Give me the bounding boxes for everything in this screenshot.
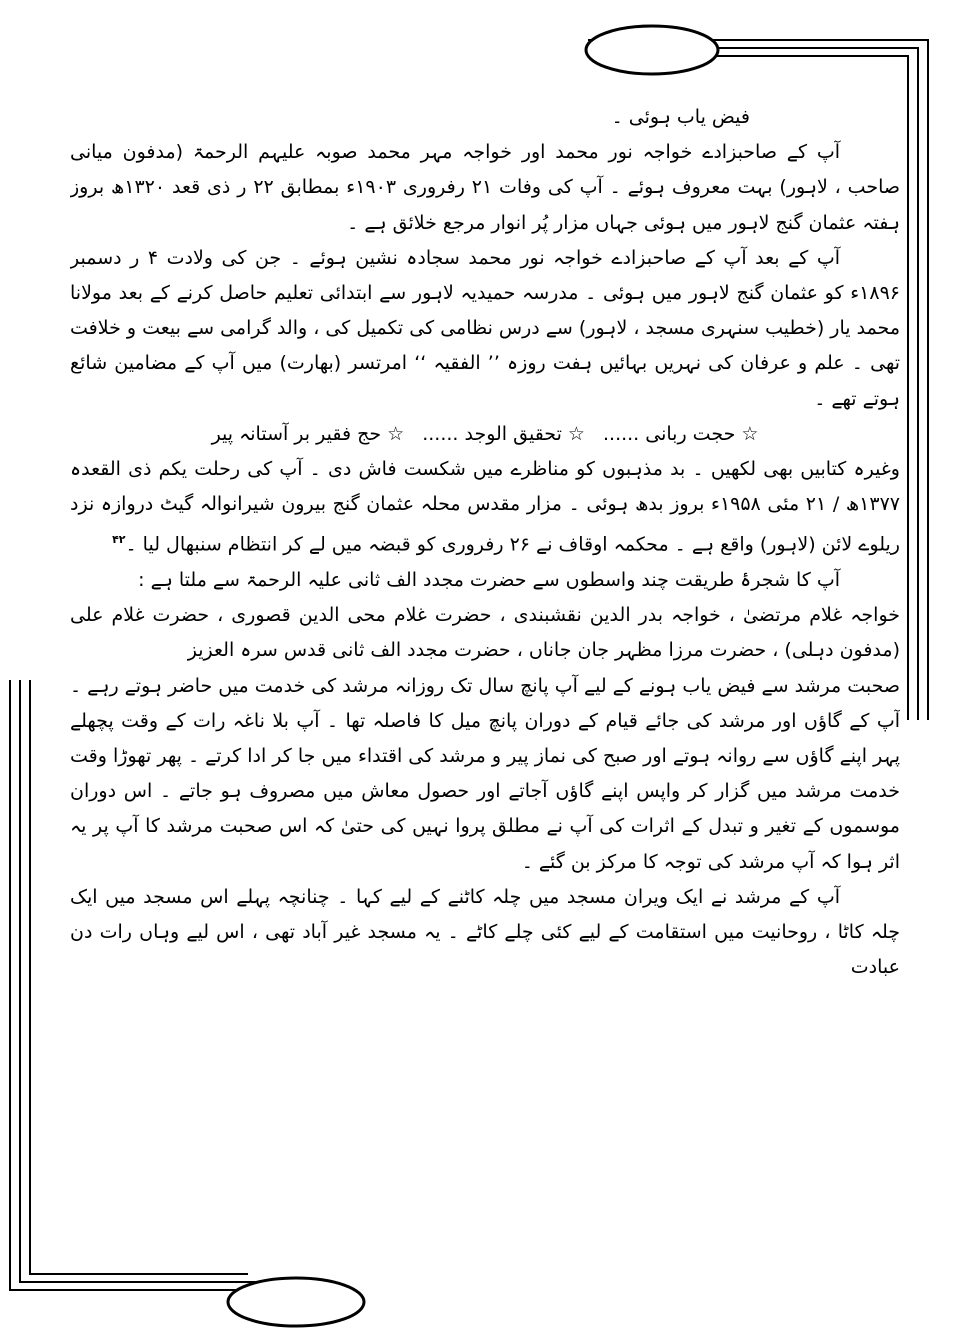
paragraph-sons: آپ کے صاحبزادے خواجہ نور محمد اور خواجہ مہر محمد صوبہ علیہم الرحمۃ (مدفون میانی صاحب ، لاہور) بہت معروف ہوئے ۔ آپ کی وفات ۲۱ رفروری ۱۹۰۳ء بمطابق ۲۲ ر ذی قعد ۱۳۲۰ھ بروز ہفتہ عثمان گنج لاہور میں ہوئی جہاں مزار پُر انوار مرجع خلائق ہے ۔ (70, 141, 900, 234)
section-heading: فیض یاب ہوئی ۔ (611, 106, 750, 128)
paragraph-chilla: آپ کے مرشد نے ایک ویران مسجد میں چلہ کاٹنے کے لیے کہا ۔ چنانچہ پہلے اس مسجد میں ایک چلہ کاٹا ، روحانیت میں استقامت کے لیے کئی چلے کاٹے ۔ یہ مسجد غیر آباد تھی ، اس لیے وہاں رات دن عبادت (70, 885, 900, 979)
works-list (70, 417, 900, 452)
paragraph-death (70, 452, 900, 563)
work-item: ☆ حجت ربانی ...... (602, 422, 759, 445)
work-item: ☆ تحقیق الوجد ...... (422, 422, 585, 445)
paragraph-death-text: وغیرہ کتابیں بھی لکھیں ۔ بد مذہبوں کو مناظرے میں شکست فاش دی ۔ آپ کی رحلت یکم ذی القعدہ ۱۳۷۷ھ / ۲۱ مئی ۱۹۵۸ء بروز بدھ ہوئی ۔ مزار مقدس محلہ عثمان گنج بیرون شیرانوالہ گیٹ دروازہ نزد ریلوے لائن (لاہور) واقع ہے ۔ محکمہ اوقاف نے ۲۶ رفروری کو قبضہ میں لے کر انتظام سنبھال لیا ۔ (70, 458, 900, 556)
paragraph-lineage-intro: آپ کا شجرۂ طریقت چند واسطوں سے حضرت مجدد الف ثانی علیہ الرحمۃ سے ملتا ہے : (138, 568, 840, 591)
paragraph-successor: آپ کے بعد آپ کے صاحبزادے خواجہ نور محمد سجادہ نشین ہوئے ۔ جن کی ولادت ۴ ر دسمبر ۱۸۹۶ء کو عثمان گنج لاہور میں ہوئی ۔ مدرسہ حمیدیہ لاہور سے ابتدائی تعلیم حاصل کرنے کے بعد مولانا محمد یار (خطیب سنہری مسجد ، لاہور) سے درس نظامی کی تکمیل کی ، والد گرامی سے بیعت و خلافت تھی ۔ علم و عرفان کی نہریں بہائیں ہفت روزہ ’’ الفقیہ ‘‘ امرتسر (بھارت) میں آپ کے مضامین شائع ہوتے تھے ۔ (70, 246, 900, 410)
urdu-text-body (70, 100, 900, 1220)
paragraph-company: صحبت مرشد سے فیض یاب ہونے کے لیے آپ پانچ سال تک روزانہ مرشد کی خدمت میں حاضر ہوتے رہے ۔ آپ کے گاؤں اور مرشد کی جائے قیام کے دوران پانچ میل کا فاصلہ تھا ۔ آپ بلا ناغہ رات کے وقت پچھلے پہر اپنے گاؤں سے روانہ ہوتے اور صبح کی نماز پیر و مرشد کی اقتداء میں جا کر ادا کرتے ۔ پھر تھوڑا وقت خدمت مرشد میں گزار کر واپس اپنے گاؤں آجاتے اور حصول معاش میں مصروف ہو جاتے ۔ اس دوران موسموں کے تغیر و تبدل کے اثرات کی آپ نے مطلق پروا نہیں کی حتیٰ کہ اس صحبت مرشد کا آپ پر یہ اثر ہوا کہ آپ مرشد کی توجہ کا مرکز بن گئے ۔ (70, 674, 900, 873)
footnote-number: ۴۲ (112, 533, 126, 547)
paragraph-lineage: خواجہ غلام مرتضیٰ ، خواجہ بدر الدین نقشبندی ، حضرت غلام محی الدین قصوری ، حضرت غلام علی (مدفون دہلی) ، حضرت مرزا مظہر جان جاناں ، حضرت مجدد الف ثانی قدس سرہ العزیز (70, 604, 900, 662)
work-item: ☆ حج فقیر بر آستانہ پیر (211, 422, 405, 445)
